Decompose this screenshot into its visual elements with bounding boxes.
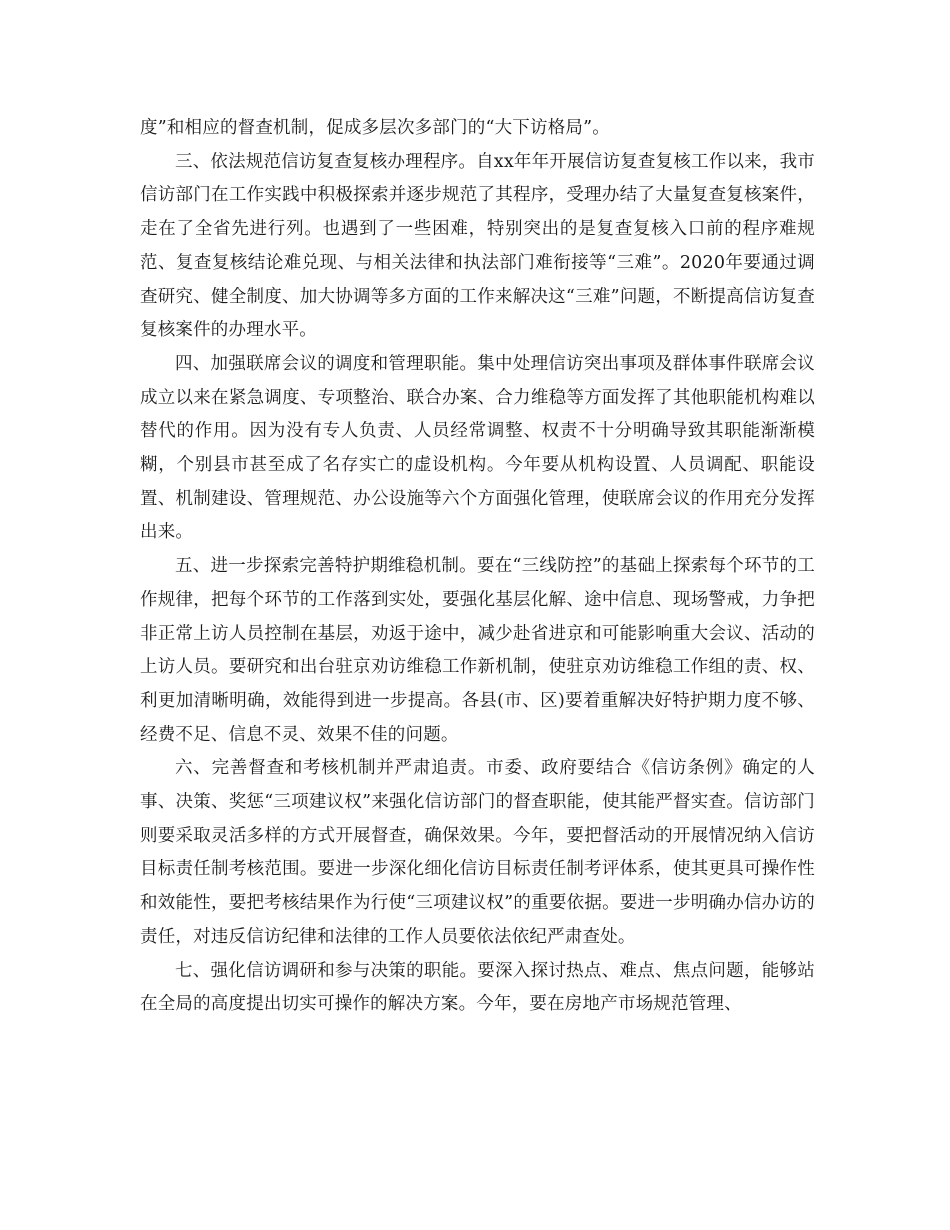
paragraph-section-seven: 七、强化信访调研和参与决策的职能。要深入探讨热点、难点、焦点问题，能够站在全局的高度提出切实可操作的解决方案。今年，要在房地产市场规范管理、 [140,960,815,1015]
paragraph-section-three: 三、依法规范信访复查复核办理程序。自xx年年开展信访复查复核工作以来，我市信访部门在工作实践中积极探索并逐步规范了其程序，受理办结了大量复查复核案件，走在了全省先进行列。也遇到了一些困难，特别突出的是复查复核入口前的程序难规范、复查复核结论难兑现、与相关法律和执法部门难衔接等“三难”。2020年要通过调查研究、健全制度、加大协调等多方面的工作来解决这“三难”问题，不断提高信访复查复核案件的办理水平。 [140,151,815,341]
document-body [140,112,815,1022]
paragraph-section-five: 五、进一步探索完善特护期维稳机制。要在“三线防控”的基础上探索每个环节的工作规律，把每个环节的工作落到实处，要强化基层化解、途中信息、现场警戒，力争把非正常上访人员控制在基层，劝返于途中，减少赴省进京和可能影响重大会议、活动的上访人员。要研究和出台驻京劝访维稳工作新机制，使驻京劝访维稳工作组的责、权、利更加清晰明确，效能得到进一步提高。各县(市、区)要着重解决好特护期力度不够、经费不足、信息不灵、效果不佳的问题。 [140,556,815,745]
paragraph-continuation: 度”和相应的督查机制，促成多层次多部门的“大下访格局”。 [140,118,610,138]
paragraph-section-six: 六、完善督查和考核机制并严肃追责。市委、政府要结合《信访条例》确定的人事、决策、奖惩“三项建议权”来强化信访部门的督查职能，使其能严督实查。信访部门则要采取灵活多样的方式开展督查，确保效果。今年，要把督活动的开展情况纳入信访目标责任制考核范围。要进一步深化细化信访目标责任制考评体系，使其更具可操作性和效能性，要把考核结果作为行使“三项建议权”的重要依据。要进一步明确办信办访的责任，对违反信访纪律和法律的工作人员要依法依纪严肃查处。 [140,758,815,947]
paragraph-section-four: 四、加强联席会议的调度和管理职能。集中处理信访突出事项及群体事件联席会议成立以来在紧急调度、专项整治、联合办案、合力维稳等方面发挥了其他职能机构难以替代的作用。因为没有专人负责、人员经常调整、权责不十分明确导致其职能渐渐模糊，个别县市甚至成了名存实亡的虚设机构。今年要从机构设置、人员调配、职能设置、机制建设、管理规范、办公设施等六个方面强化管理，使联席会议的作用充分发挥出来。 [140,353,815,543]
